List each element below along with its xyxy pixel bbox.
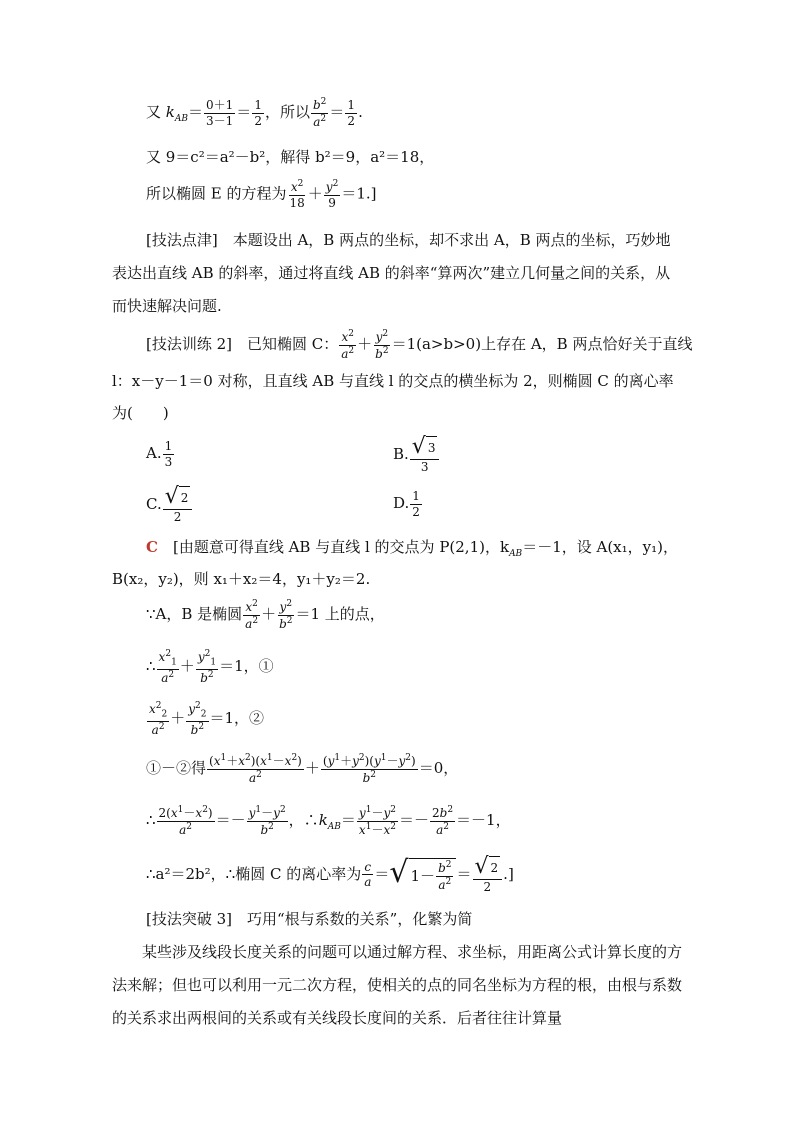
solution-text-6b: ＝0， (418, 759, 459, 778)
solution-text-3: ∵A，B 是椭圆 (146, 605, 243, 624)
text-equation-end: ＝1.] (341, 184, 377, 203)
option-d-label: D. (393, 494, 410, 513)
option-c-label: C. (146, 494, 162, 513)
text-equation-intro: 所以椭圆 E 的方程为 (146, 184, 287, 203)
question-line-2: l：x－y－1＝0 对称，且直线 AB 与直线 l 的交点的横坐标为 2，则椭圆 C 的离心率 (112, 372, 674, 390)
option-c: C. √ 2 2 (146, 486, 193, 524)
equation-line-1: 又 $k_{AB}=$ $\frac{0+1}{3-1}$ ＝ $\frac{1}{2}$ ，所以 $\frac{b^2}{a^2}$ ＝ $\frac{1}{2}$ . (146, 97, 363, 129)
text-suoyi: 所以 (279, 103, 310, 122)
option-a: A. $\frac{1}{3}$ (146, 439, 173, 469)
fraction: $\frac{0+1}{3-1}$ (206, 98, 234, 128)
option-d: D. $\frac{1}{2}$ (393, 489, 420, 519)
technique-note-paragraph: [技法点津] 本题设出 A，B 两点的坐标，却不求出 A，B 两点的坐标，巧妙地表达出直线 AB 的斜率，通过将直线 AB 的斜率“算两次”建立几何量之间的关系，从而快速解决问题. (112, 231, 671, 315)
equation-line-2: 又 9＝c²＝a²－b²，解得 b²＝9，a²＝18， (146, 148, 435, 166)
question-line-3: 为( ) (112, 404, 169, 422)
text-you: 又 (146, 103, 166, 122)
solution-line-7: ∴ $\frac{2(x^1-x^2)}{a^2}$ ＝－ $\frac{y^1-y^2}{b^2}$ ，$\therefore k_{AB}=$ $\frac{y^1-y^2}{x^1-x^2}$ ＝－ $\frac{2b^2}{a^2}$ ＝－1， (146, 805, 511, 837)
solution-text-1b: ＝－1，设 A(x₁，y₁)， (522, 538, 678, 556)
solution-line-4: ∴ $\frac{x^2_1}{a^2}$ ＋ $\frac{y^2_1}{b^2}$ ＝1，① (146, 649, 274, 685)
solution-text-6: ①－②得 (146, 759, 207, 778)
solution-line-3: ∵A，B 是椭圆 $\frac{x^2}{a^2}$ ＋ $\frac{y^2}{b^2}$ ＝1 上的点， (146, 599, 385, 631)
solution-text-3b: ＝1 上的点， (295, 605, 385, 624)
question-line-1: [技法训练 2] 已知椭圆 C： $\frac{x^2}{a^2}$ ＋ $\frac{y^2}{b^2}$ ＝1(a>b>0)上存在 A，B 两点恰好关于直线 (146, 329, 693, 361)
option-b: B. √ 3 3 (393, 436, 440, 474)
solution-line-5: $\frac{x^2_2}{a^2}$ ＋ $\frac{y^2_2}{b^2}$ ＝1，② (149, 701, 265, 737)
solution-text-5b: ＝1，② (209, 709, 265, 728)
solution-text-1: [由题意可得直线 AB 与直线 l 的交点为 P(2,1)，k (172, 538, 510, 556)
equation-line-3: 所以椭圆 E 的方程为 $\frac{x^2}{18}$ ＋ $\frac{y^2}{9}$ ＝1.] (146, 179, 377, 210)
solution-line-6: ①－②得 $\frac{(x^1+x^2)(x^1-x^2)}{a^2}$ ＋ $\frac{(y^1+y^2)(y^1-y^2)}{b^2}$ ＝0， (146, 753, 459, 785)
solution-text-4b: ＝1，① (219, 657, 274, 676)
solution-text-8: ∴a²＝2b²，∴椭圆 C 的离心率为 (146, 864, 362, 883)
question-text-1: ＝1(a>b>0)上存在 A，B 两点恰好关于直线 (391, 335, 693, 354)
solution-text-8b: .] (503, 864, 514, 883)
question-label: [技法训练 2] 已知椭圆 C： (146, 335, 339, 354)
option-b-label: B. (393, 444, 409, 463)
technique-3-heading: [技法突破 3] 巧用“根与系数的关系”，化繁为简 (146, 910, 473, 928)
technique-3-paragraph: 某些涉及线段长度关系的问题可以通过解方程、求坐标，用距离公式计算长度的方法来解；但也可以利用一元二次方程，使相关的点的同名坐标为方程的根，由根与系数的关系求出两根间的关系或有关线段长度间的关系．后者往往计算量 (112, 943, 683, 1027)
option-a-label: A. (146, 444, 162, 463)
solution-line-8: ∴a²＝2b²，∴椭圆 C 的离心率为 $\frac{c}{a}$ ＝ √ 1－ $\frac{b^2}{a^2}$ ＝ √ 2 2 .] (146, 854, 514, 894)
answer-letter: C (146, 538, 158, 556)
solution-line-2: B(x₂，y₂)，则 x₁＋x₂＝4，y₁＋y₂＝2. (112, 570, 371, 588)
solution-line-1: C [由题意可得直线 AB 与直线 l 的交点为 P(2,1)，$k_{AB}=-1$，设 A(x₁，y₁)， (146, 538, 678, 559)
